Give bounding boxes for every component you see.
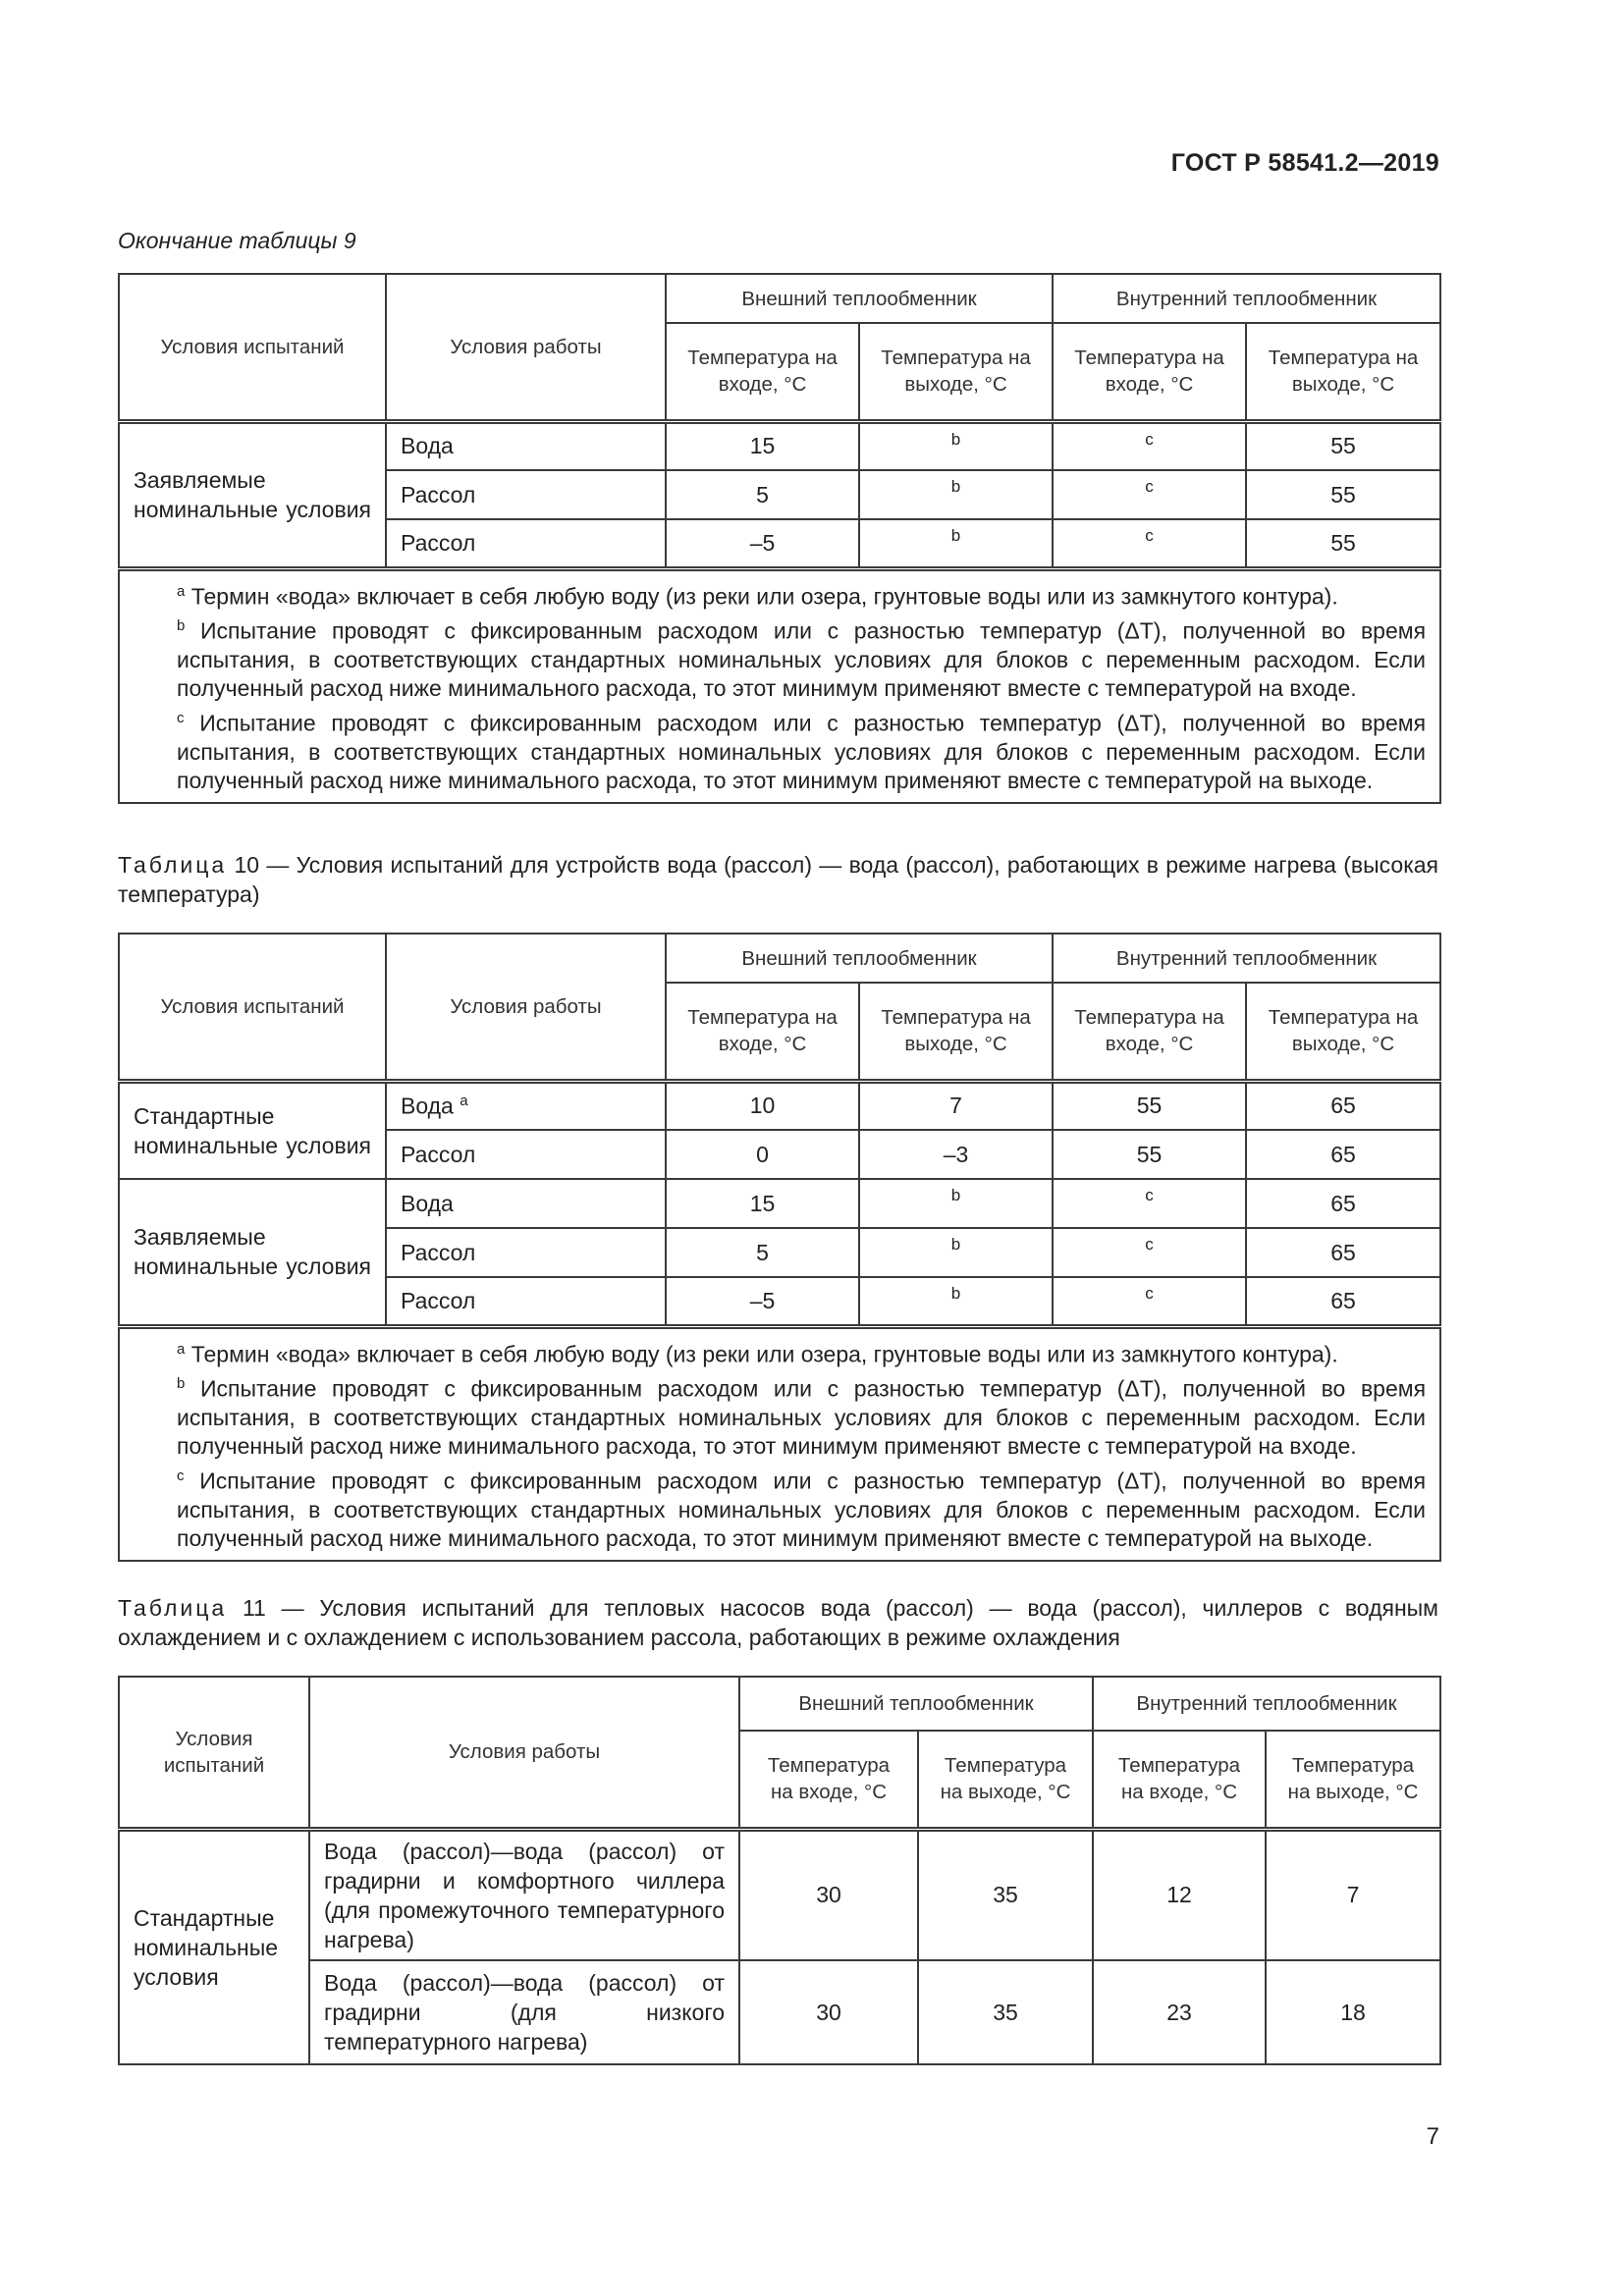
header-temp-in: Температура на входе, °С	[666, 323, 859, 421]
value-cell: 55	[1246, 421, 1440, 470]
value-cell: 65	[1246, 1081, 1440, 1130]
value-cell: 18	[1266, 1960, 1440, 2064]
footnote-b: Испытание проводят с фиксированным расходом или с разностью температур (ΔT), полученной во время испытания, в соответствующих стандартных номинальных условиях для блоков с переменным расходом. Если полученный расход ниже минимального расхода, то этот минимум применяют вместе с температурой на входе.	[177, 1375, 1427, 1460]
work-condition-cell: Рассол	[386, 519, 666, 568]
footnote-mark-c: c	[177, 1467, 185, 1484]
value-cell: 55	[1053, 1081, 1246, 1130]
value-cell: 15	[666, 1179, 859, 1228]
header-temp-out: Температура на выходе, °С	[859, 983, 1053, 1081]
header-temp-out: Температура на выходе, °С	[1246, 983, 1440, 1081]
value-cell: 35	[918, 1960, 1093, 2064]
table-10	[118, 933, 1441, 1562]
page-number: 7	[1426, 2123, 1439, 2150]
value-cell: 30	[739, 1960, 918, 2064]
table-continuation-label: Окончание таблицы 9	[118, 228, 356, 253]
table-footnotes	[119, 1326, 1440, 1561]
work-condition-cell: Рассол	[386, 1228, 666, 1277]
table-11	[118, 1676, 1441, 2065]
row-group-label: Заявляемые номинальные условия	[119, 1179, 386, 1326]
header-work-conditions: Условия работы	[386, 934, 666, 1081]
value-cell: –5	[666, 1277, 859, 1326]
header-work-conditions: Условия работы	[309, 1677, 739, 1829]
header-temp-out: Температура на выходе, °С	[918, 1731, 1093, 1829]
footnote-ref-cell: c	[1053, 1179, 1246, 1228]
table-footnotes	[119, 568, 1440, 803]
work-condition-cell: Вода (рассол)—вода (рассол) от градирни и комфортного чиллера (для промежуточного температурного нагрева)	[309, 1829, 739, 1960]
header-internal-exchanger: Внутренний теплообменник	[1053, 274, 1440, 323]
row-group-label: Стандартные номинальные условия	[119, 1829, 309, 2064]
value-cell: 0	[666, 1130, 859, 1179]
table-9	[118, 273, 1441, 804]
row-group-label: Заявляемые номинальные условия	[119, 421, 386, 568]
value-cell: 55	[1246, 519, 1440, 568]
footnote-ref-cell: c	[1053, 470, 1246, 519]
table-10-caption	[118, 850, 1438, 909]
footnote-c: Испытание проводят с фиксированным расходом или с разностью температур (ΔT), полученной во время испытания, в соответствующих стандартных номинальных условиях для блоков с переменным расходом. Если полученный расход ниже минимального расхода, то этот минимум применяют вместе с температурой на выходе.	[177, 1468, 1427, 1552]
row-group-label: Стандартные номинальные условия	[119, 1081, 386, 1179]
footnote-a: Термин «вода» включает в себя любую воду (из реки или озера, грунтовые воды или из замкнутого контура).	[190, 1341, 1338, 1367]
value-cell: 65	[1246, 1179, 1440, 1228]
value-cell: 35	[918, 1829, 1093, 1960]
value-cell: 15	[666, 421, 859, 470]
header-temp-out: Температура на выходе, °С	[859, 323, 1053, 421]
header-temp-in: Температура на входе, °С	[1053, 983, 1246, 1081]
footnote-ref-cell: b	[859, 1228, 1053, 1277]
header-temp-in: Температура на входе, °С	[739, 1731, 918, 1829]
value-cell: –3	[859, 1130, 1053, 1179]
footnote-a: Термин «вода» включает в себя любую воду (из реки или озера, грунтовые воды или из замкнутого контура).	[190, 583, 1338, 610]
work-condition-cell: Рассол	[386, 1277, 666, 1326]
header-test-conditions: Условия испытаний	[119, 934, 386, 1081]
table-caption-text: 10 — Условия испытаний для устройств вода (рассол) — вода (рассол), работающих в режиме нагрева (высокая температура)	[118, 852, 1439, 907]
value-cell: 65	[1246, 1130, 1440, 1179]
table-11-caption	[118, 1593, 1438, 1652]
header-internal-exchanger: Внутренний теплообменник	[1093, 1677, 1440, 1731]
header-temp-in: Температура на входе, °С	[1093, 1731, 1266, 1829]
value-cell: 30	[739, 1829, 918, 1960]
footnote-b: Испытание проводят с фиксированным расходом или с разностью температур (ΔT), полученной во время испытания, в соответствующих стандартных номинальных условиях для блоков с переменным расходом. Если полученный расход ниже минимального расхода, то этот минимум применяют вместе с температурой на входе.	[177, 617, 1427, 702]
footnote-c: Испытание проводят с фиксированным расходом или с разностью температур (ΔT), полученной во время испытания, в соответствующих стандартных номинальных условиях для блоков с переменным расходом. Если полученный расход ниже минимального расхода, то этот минимум применяют вместе с температурой на выходе.	[177, 710, 1427, 794]
header-temp-out: Температура на выходе, °С	[1246, 323, 1440, 421]
header-temp-in: Температура на входе, °С	[1053, 323, 1246, 421]
value-cell: 10	[666, 1081, 859, 1130]
value-cell: 12	[1093, 1829, 1266, 1960]
header-external-exchanger: Внешний теплообменник	[666, 274, 1053, 323]
work-condition-cell: Вода	[386, 421, 666, 470]
footnote-ref-cell: b	[859, 470, 1053, 519]
header-external-exchanger: Внешний теплообменник	[666, 934, 1053, 983]
work-condition-cell: Рассол	[386, 1130, 666, 1179]
value-cell: 55	[1246, 470, 1440, 519]
work-condition-cell: Вода	[386, 1179, 666, 1228]
footnote-mark-c: c	[177, 709, 185, 726]
footnote-ref-cell: c	[1053, 519, 1246, 568]
footnote-ref-cell: b	[859, 519, 1053, 568]
table-label: Таблица	[118, 852, 228, 878]
footnote-ref-cell: c	[1053, 1277, 1246, 1326]
value-cell: 5	[666, 470, 859, 519]
footnote-ref-cell: b	[859, 421, 1053, 470]
header-internal-exchanger: Внутренний теплообменник	[1053, 934, 1440, 983]
table-label: Таблица	[118, 1595, 228, 1621]
footnote-mark-a: a	[177, 1340, 186, 1358]
work-condition-text: Вода	[401, 1093, 454, 1119]
table-caption-text: 11 — Условия испытаний для тепловых насосов вода (рассол) — вода (рассол), чиллеров с водяным охлаждением и с охлаждением с использованием рассола, работающих в режиме охлаждения	[118, 1595, 1438, 1650]
header-test-conditions: Условия испытаний	[119, 1677, 309, 1829]
header-temp-out: Температура на выходе, °С	[1266, 1731, 1440, 1829]
header-test-conditions: Условия испытаний	[119, 274, 386, 421]
footnote-mark-b: b	[177, 616, 186, 634]
value-cell: 65	[1246, 1277, 1440, 1326]
work-condition-cell: Рассол	[386, 470, 666, 519]
work-condition-cell: Вода (рассол)—вода (рассол) от градирни (для низкого температурного нагрева)	[309, 1960, 739, 2064]
document-header: ГОСТ Р 58541.2—2019	[1170, 149, 1439, 177]
value-cell: 7	[1266, 1829, 1440, 1960]
value-cell: 55	[1053, 1130, 1246, 1179]
header-work-conditions: Условия работы	[386, 274, 666, 421]
header-external-exchanger: Внешний теплообменник	[739, 1677, 1093, 1731]
value-cell: –5	[666, 519, 859, 568]
value-cell: 7	[859, 1081, 1053, 1130]
footnote-mark-a: a	[177, 582, 186, 600]
value-cell: 23	[1093, 1960, 1266, 2064]
footnote-mark-a: a	[460, 1092, 468, 1109]
footnote-ref-cell: c	[1053, 1228, 1246, 1277]
value-cell: 65	[1246, 1228, 1440, 1277]
value-cell: 5	[666, 1228, 859, 1277]
footnote-mark-b: b	[177, 1374, 186, 1392]
work-condition-cell	[386, 1081, 666, 1130]
header-temp-in: Температура на входе, °С	[666, 983, 859, 1081]
footnote-ref-cell: b	[859, 1179, 1053, 1228]
footnote-ref-cell: c	[1053, 421, 1246, 470]
footnote-ref-cell: b	[859, 1277, 1053, 1326]
